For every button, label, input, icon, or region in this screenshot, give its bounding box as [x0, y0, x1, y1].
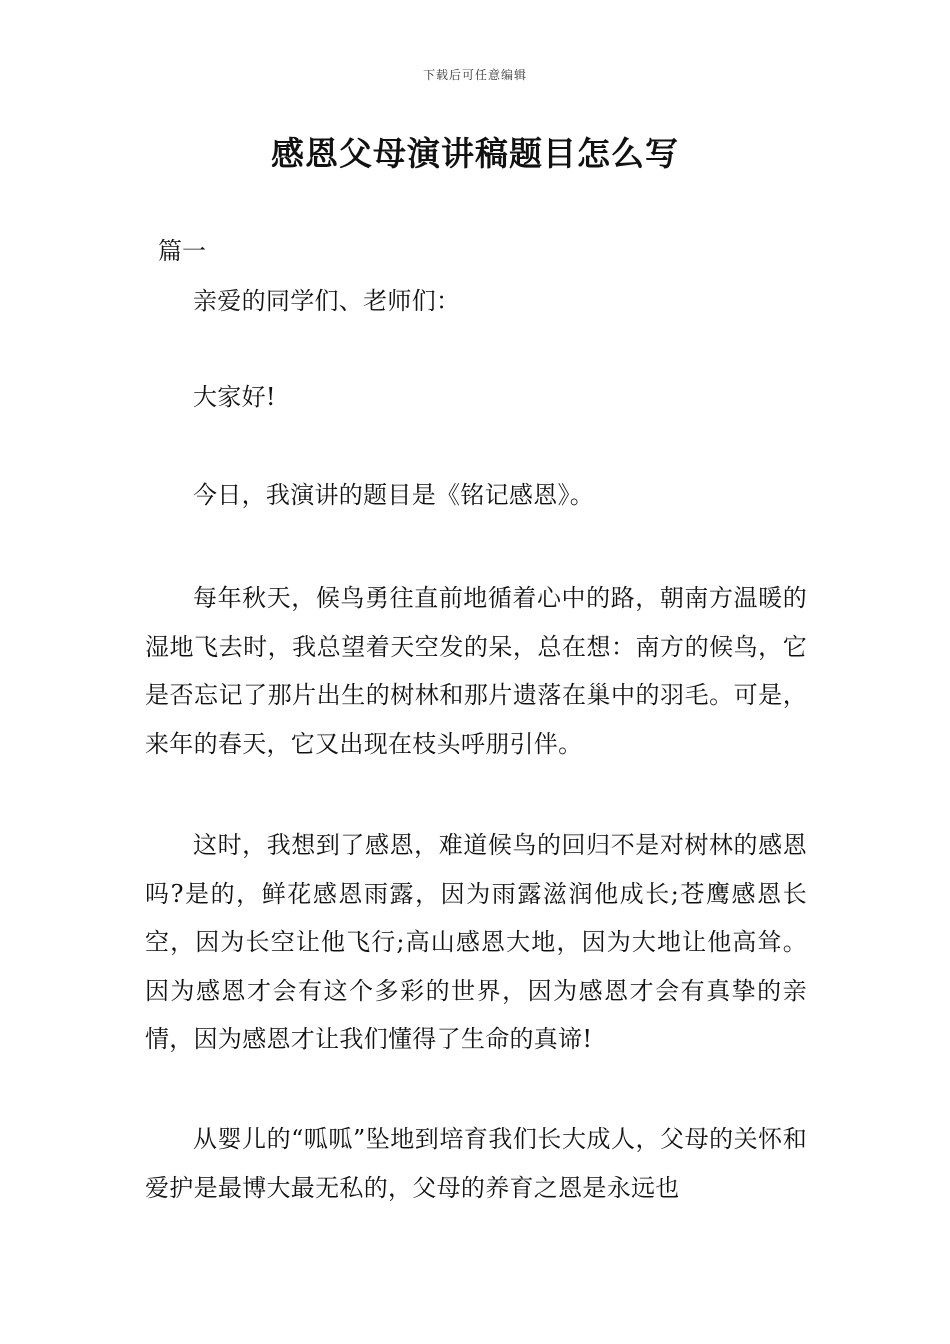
- paragraph-topic: 今日，我演讲的题目是《铭记感恩》。: [193, 481, 595, 509]
- paragraph-parents: 从婴儿的“呱呱”坠地到培育我们长大成人，父母的关怀和爱护是最博大最无私的，父母的养育之恩是永远也: [145, 1125, 807, 1202]
- paragraph-hello: 大家好!: [193, 383, 276, 411]
- document-title: 感恩父母演讲稿题目怎么写: [271, 134, 679, 173]
- section-label: 篇一: [158, 237, 206, 265]
- paragraph-gratitude: 这时，我想到了感恩，难道候鸟的回归不是对树林的感恩吗?是的，鲜花感恩雨露，因为雨露滋润他成长;苍鹰感恩长空，因为长空让他飞行;高山感恩大地，因为大地让他高耸。因为感恩才会有这个多彩的世界，因为感恩才会有真挚的亲情，因为感恩才让我们懂得了生命的真谛!: [145, 831, 807, 1053]
- paragraph-greeting: 亲爱的同学们、老师们：: [193, 287, 461, 315]
- paragraph-migratory-birds: 每年秋天，候鸟勇往直前地循着心中的路，朝南方温暖的湿地飞去时，我总望着天空发的呆，总在想：南方的候鸟，它是否忘记了那片出生的树林和那片遗落在巢中的羽毛。可是，来年的春天，它又出现在枝头呼朋引伴。: [145, 584, 807, 758]
- header-note: 下载后可任意编辑: [422, 68, 527, 82]
